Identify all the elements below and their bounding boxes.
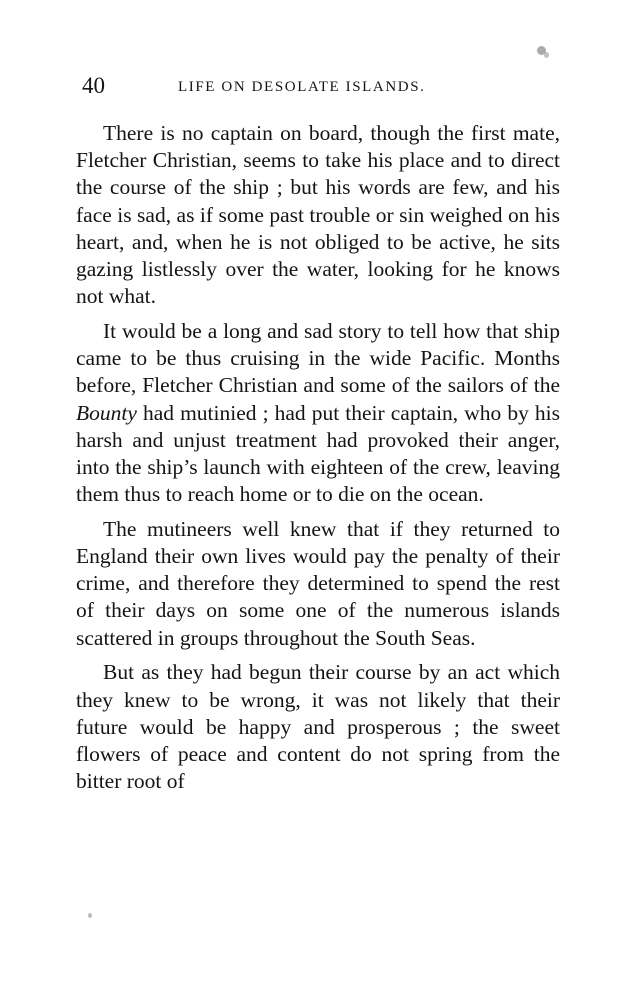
paragraph-1: There is no captain on board, though the first mate, Fletcher Christian, seems to take his place and to direct the course of the ship ; but his words are few, and his face is sad, as if some past trouble or sin weighed on his heart, and, when he is not obliged to be active, he sits gazing listlessly over the water, looking for he knows not what. (76, 121, 560, 309)
ink-speck (544, 52, 549, 58)
ink-speck (88, 913, 92, 918)
running-head: LIFE ON DESOLATE ISLANDS. (178, 79, 426, 95)
page-number: 40 (82, 73, 105, 98)
paragraph-3: The mutineers well knew that if they returned to England their own lives would pay the penalty of their crime, and therefore they determined to spend the rest of their days on some one of the numerous islands scattered in groups throughout the South Seas. (76, 516, 560, 650)
paragraph-2-text-after: had mutinied ; had put their captain, who by his harsh and unjust treatment had provoked their anger, into the ship’s launch with eighteen of the crew, leaving them thus to reach home or to die on the ocean. (76, 400, 560, 507)
page-header (82, 70, 544, 102)
paragraph-2-text-before: It would be a long and sad story to tell how that ship came to be thus cruising in the wide Pacific. Months before, Fletcher Christian and some of the sailors of the (76, 318, 560, 398)
paragraph-4: But as they had begun their course by an act which they knew to be wrong, it was not likely that their future would be happy and prosperous ; the sweet flowers of peace and content do not spring from the bitter root of (76, 660, 560, 794)
paragraph-2 (76, 318, 560, 508)
ship-name-emphasis: Bounty (76, 400, 137, 425)
body-text (76, 120, 560, 803)
